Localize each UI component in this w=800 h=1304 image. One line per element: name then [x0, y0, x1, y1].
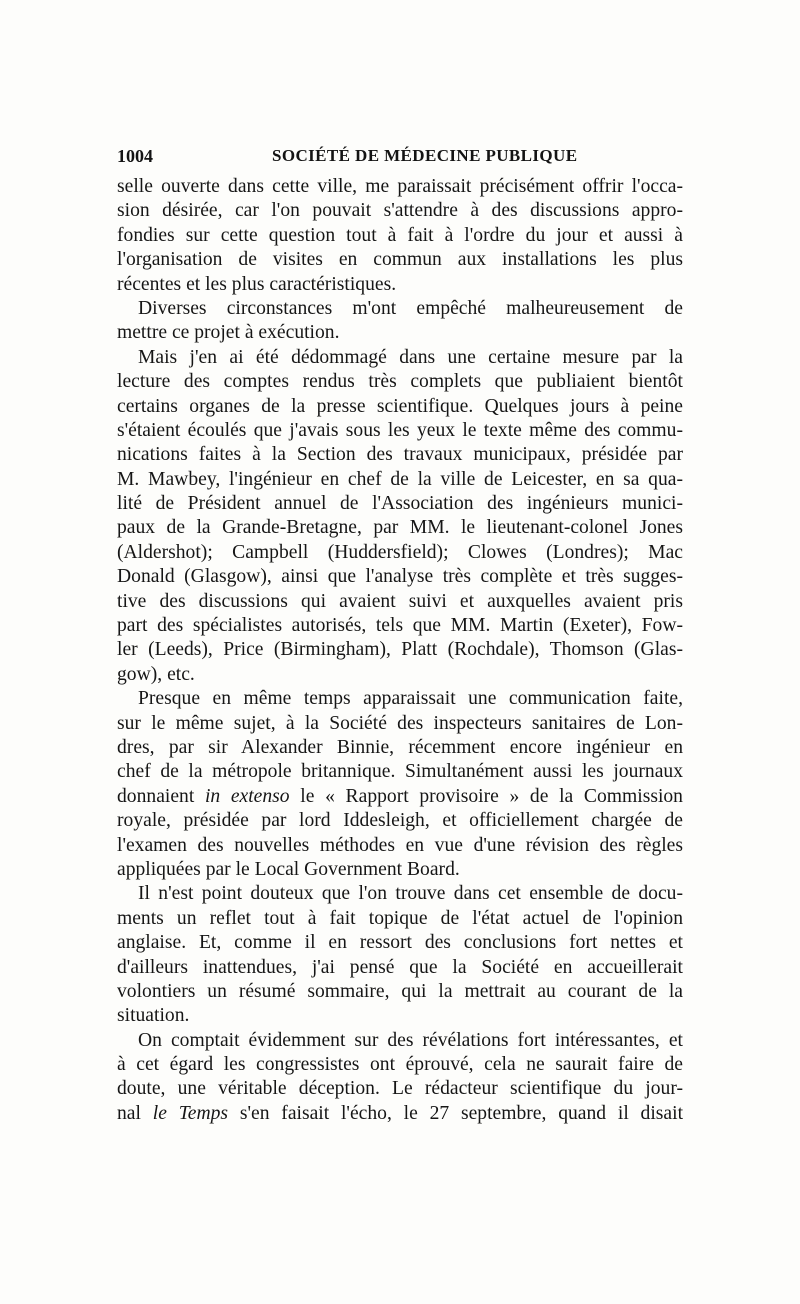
text-line: l'organisation de visites en commun aux installations les plus [117, 249, 683, 271]
text-line: ments un reflet tout à fait topique de l'état actuel de l'opinion [117, 907, 683, 929]
text-line: appliquées par le Local Government Board. [117, 858, 460, 880]
paragraph [117, 346, 683, 687]
text-line: lecture des comptes rendus très complets que publiaient bientôt [117, 371, 683, 393]
running-header [117, 146, 683, 170]
text-line: certains organes de la presse scientifique. Quelques jours à peine [117, 395, 683, 417]
text-line: tive des discussions qui avaient suivi et auxquelles avaient pris [117, 590, 683, 612]
text-line: lité de Président annuel de l'Association des ingénieurs munici- [117, 493, 683, 515]
text-line: à cet égard les congressistes ont éprouvé, cela ne saurait faire de [117, 1054, 683, 1076]
text-run: s'en faisait l'écho, le 27 septembre, quand il disait [228, 1102, 684, 1124]
text-line: anglaise. Et, comme il en ressort des conclusions fort nettes et [117, 932, 683, 954]
text-run: le « Rapport provisoire » de la Commission [289, 785, 683, 807]
text-line: selle ouverte dans cette ville, me paraissait précisément offrir l'occa- [117, 176, 683, 197]
text-line: (Aldershot); Campbell (Huddersfield); Clowes (Londres); Mac [117, 541, 683, 563]
paragraph [117, 297, 683, 346]
text-line: nications faites à la Section des travaux municipaux, présidée par [117, 444, 683, 466]
text-line [117, 785, 683, 809]
text-line: situation. [117, 1005, 190, 1027]
text-run: donnaient [117, 785, 205, 807]
text-line: royale, présidée par lord Iddesleigh, et officiellement chargée de [117, 810, 683, 832]
text-line: Mais j'en ai été dédommagé dans une certaine mesure par la [138, 346, 683, 368]
text-run: nal [117, 1102, 153, 1124]
italic-text: in extenso [204, 785, 290, 807]
text-line: dres, par sir Alexander Binnie, récemment encore ingénieur en [117, 736, 683, 758]
italic-text: le Temps [152, 1102, 229, 1124]
text-line: sion désirée, car l'on pouvait s'attendre à des discussions appro- [117, 200, 683, 222]
text-line: mettre ce projet à exécution. [117, 322, 340, 344]
text-line: d'ailleurs inattendues, j'ai pensé que la Société en accueillerait [117, 956, 683, 978]
text-line: sur le même sujet, à la Société des inspecteurs sanitaires de Lon- [117, 712, 683, 734]
text-line: chef de la métropole britannique. Simultanément aussi les journaux [117, 761, 683, 783]
text-line: fondies sur cette question tout à fait à l'ordre du jour et aussi à [117, 224, 683, 246]
text-line: Il n'est point douteux que l'on trouve dans cet ensemble de docu- [138, 883, 683, 905]
text-line: gow), etc. [117, 663, 195, 685]
paragraph [117, 882, 683, 1028]
text-line: volontiers un résumé sommaire, qui la mettrait au courant de la [117, 980, 683, 1002]
text-line: Donald (Glasgow), ainsi que l'analyse très complète et très sugges- [117, 566, 683, 588]
text-line [117, 1102, 683, 1126]
text-line: paux de la Grande-Bretagne, par MM. le lieutenant-colonel Jones [117, 517, 683, 539]
text-line: doute, une véritable déception. Le rédacteur scientifique du jour- [117, 1078, 683, 1100]
text-line: Diverses circonstances m'ont empêché malheureusement de [138, 297, 683, 319]
running-title: SOCIÉTÉ DE MÉDECINE PUBLIQUE [272, 146, 578, 165]
body-text [117, 175, 683, 1126]
text-line: M. Mawbey, l'ingénieur en chef de la ville de Leicester, en sa qua- [117, 468, 683, 490]
text-line: récentes et les plus caractéristiques. [117, 273, 397, 295]
text-line: part des spécialistes autorisés, tels que MM. Martin (Exeter), Fow- [117, 615, 683, 637]
page-number: 1004 [117, 146, 153, 166]
text-line: On comptait évidemment sur des révélations fort intéressantes, et [138, 1029, 683, 1051]
paragraph [117, 687, 683, 882]
text-line: s'étaient écoulés que j'avais sous les yeux le texte même des commu- [117, 419, 683, 441]
paragraph [117, 175, 683, 297]
text-line: ler (Leeds), Price (Birmingham), Platt (Rochdale), Thomson (Glas- [117, 639, 683, 661]
text-line: l'examen des nouvelles méthodes en vue d'une révision des règles [117, 834, 683, 856]
paragraph [117, 1029, 683, 1127]
text-line: Presque en même temps apparaissait une communication faite, [138, 688, 683, 710]
